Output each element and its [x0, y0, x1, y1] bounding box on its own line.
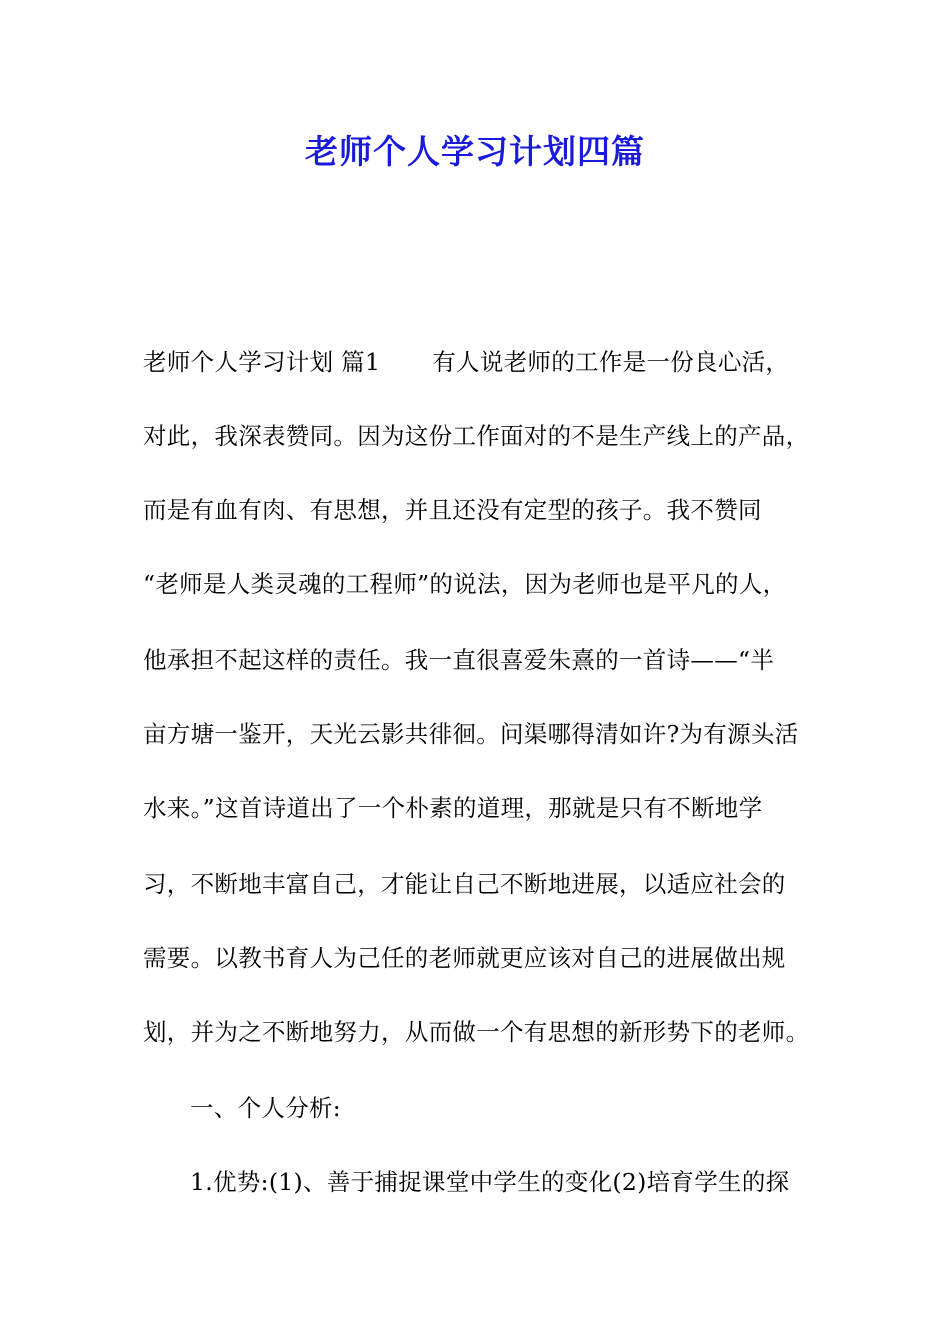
paragraph-line-4: “老师是人类灵魂的工程师”的说法，因为老师也是平凡的人，: [143, 570, 787, 598]
paragraph-text: 有人说老师的工作是一份良心活，: [432, 348, 790, 376]
paragraph-line-5: 他承担不起这样的责任。我一直很喜爱朱熹的一首诗——“半: [143, 646, 775, 674]
paragraph-line-2: 对此，我深表赞同。因为这份工作面对的不是生产线上的产品，: [143, 422, 810, 450]
section-heading: 老师个人学习计划 篇1: [143, 348, 381, 376]
paragraph-line-8: 习，不断地丰富自己，才能让自己不断地进展，以适应社会的: [143, 870, 786, 898]
paragraph-line-1: [143, 344, 823, 380]
paragraph-line-7: 水来。”这首诗道出了一个朴素的道理，那就是只有不断地学: [143, 794, 763, 822]
paragraph-line-9: 需要。以教书育人为己任的老师就更应该对自己的进展做出规: [143, 944, 786, 972]
document-title: 老师个人学习计划四篇: [305, 132, 645, 171]
paragraph-line-6: 亩方塘一鉴开，天光云影共徘徊。问渠哪得清如许?为有源头活: [143, 720, 799, 748]
list-item-strengths: 1.优势:(1)、善于捕捉课堂中学生的变化(2)培育学生的探: [190, 1168, 790, 1196]
paragraph-line-10: 划，并为之不断地努力，从而做一个有思想的新形势下的老师。: [143, 1018, 810, 1046]
section-heading-personal-analysis: 一、个人分析:: [190, 1094, 342, 1122]
paragraph-line-3: 而是有血有肉、有思想，并且还没有定型的孩子。我不赞同: [143, 496, 762, 524]
